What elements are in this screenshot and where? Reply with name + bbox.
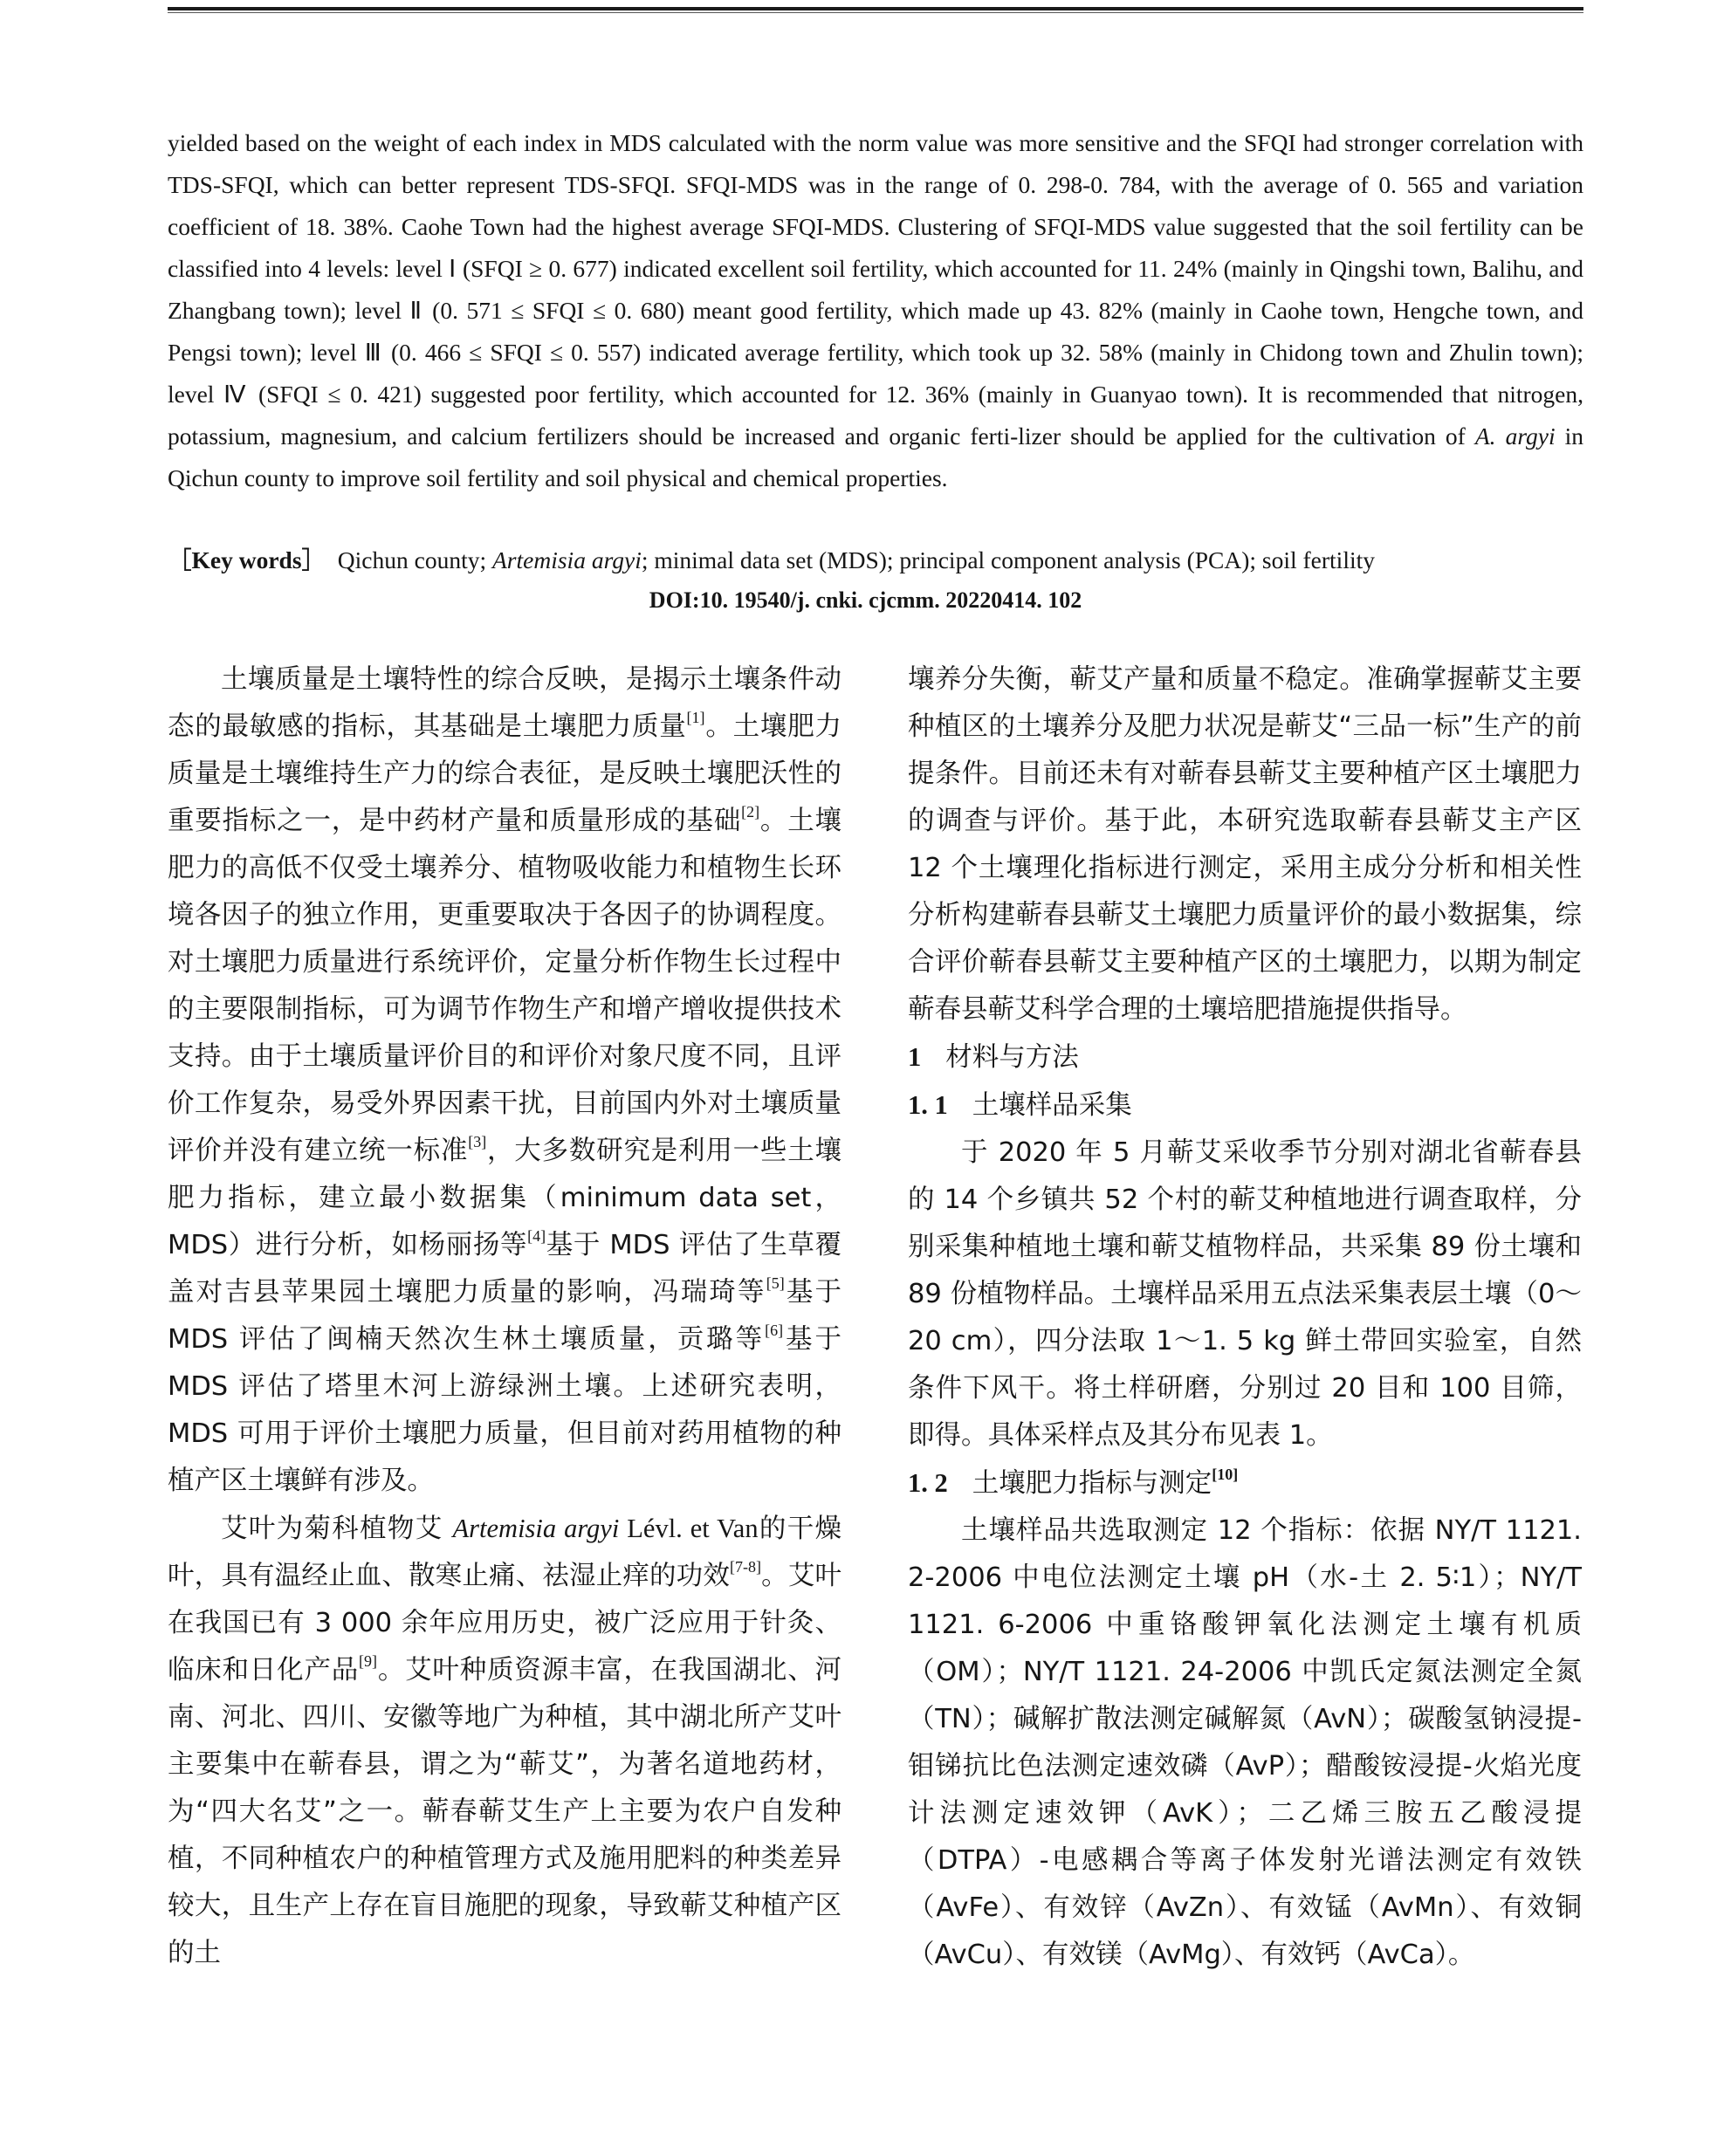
text-run: ，大多数研究是利用一些土壤肥力指标，建立最小数据集（minimum data set，MDS）进行分析，如杨丽扬等 (168, 1136, 842, 1260)
text-run: 土壤质量是土壤特性的综合反映，是揭示土壤条件动态的最敏感的指标，其基础是土壤肥力质量 (168, 664, 841, 742)
text-run: 的干燥叶，具有温经止血、散寒止痛、祛湿止痒的功效 (168, 1514, 842, 1591)
left-column (168, 656, 841, 1977)
citation-7-8: [7-8] (730, 1558, 761, 1576)
section-heading-1 (908, 1033, 1582, 1081)
citation-1: [1] (686, 709, 705, 726)
abstract-text-1: yielded based on the weight of each index in MDS calculated with the norm value was more sensitive and the SFQI had stronger correlation with TDS-SFQI, which can better represent TDS-SFQI. SFQI-MDS was in the range of 0. 298-0. 784, with the average of 0. 565 and variation coefficient of 18. 38%. Caohe Town had the highest average SFQI-MDS. Clustering of SFQI-MDS value suggested that the soil fertility can be classified into 4 levels: level Ⅰ (SFQI ≥ 0. 677) indicated excellent soil fertility, which accounted for 11. 24% (mainly in Qingshi town, Balihu, and Zhangbang town); level Ⅱ (0. 571 ≤ SFQI ≤ 0. 680) meant good fertility, which made up 43. 82% (mainly in Caohe town, Hengche town, and Pengsi town); level Ⅲ (0. 466 ≤ SFQI ≤ 0. 557) indicated average fertility, which took up 32. 58% (mainly in Chidong town and Zhulin town); level Ⅳ (SFQI ≤ 0. 421) suggested poor fertility, which accounted for 12. 36% (mainly in Guanyao town). It is recommended that nitrogen, potassium, magnesium, and calcium fertilizers should be increased and organic ferti-lizer should be applied for the cultivation of (168, 129, 1583, 450)
text-run: 艾叶为菊科植物艾 (221, 1514, 443, 1544)
header-rule (168, 7, 1583, 10)
intro-paragraph-3: 壤养分失衡，蕲艾产量和质量不稳定。准确掌握蕲艾主要种植区的土壤养分及肥力状况是蕲艾“三品一标”生产的前提条件。目前还未有对蕲春县蕲艾主要种植产区土壤肥力的调查与评价。基于此，本研究选取蕲春县蕲艾主产区 12 个土壤理化指标进行测定，采用主成分分析和相关性分析构建蕲春县蕲艾土壤肥力质量评价的最小数据集，综合评价蕲春县蕲艾主要种植产区的土壤肥力，以期为制定蕲春县蕲艾科学合理的土壤培肥措施提供指导。 (908, 664, 1582, 1025)
subsection-number: 1. 1 (908, 1090, 948, 1120)
keywords-line (168, 539, 1583, 581)
text-run: 基于 MDS 评估了生草覆盖对吉县苹果园土壤肥力质量的影响，冯瑞琦等 (168, 1230, 841, 1308)
section-title: 材料与方法 (945, 1042, 1079, 1073)
species-italic: Artemisia argyi (452, 1514, 620, 1543)
keyword-1: Qichun county; (337, 546, 487, 573)
sampling-paragraph: 于 2020 年 5 月蕲艾采收季节分别对湖北省蕲春县的 14 个乡镇共 52 个村的蕲艾种植地进行调查取样，分别采集种植地土壤和蕲艾植物样品，共采集 89 份土壤和 89 份植物样品。土壤样品采用五点法采集表层土壤（0～20 cm），四分法取 1～1. 5 kg 鲜土带回实验室，自然条件下风干。将土样研磨，分别过 20 目和 100 目筛，即得。具体采样点及其分布见表 1。 (908, 1137, 1582, 1451)
section-number: 1 (908, 1042, 922, 1072)
keywords-label: ［Key words］ (168, 546, 326, 573)
citation-6: [6] (765, 1322, 784, 1339)
subsection-number: 1. 2 (908, 1468, 948, 1498)
citation-9: [9] (359, 1652, 378, 1670)
subsection-title: 土壤肥力指标与测定 (972, 1468, 1212, 1499)
abstract-text-2: in Qichun county to improve soil fertility and soil physical and chemical properties. (168, 422, 1584, 491)
citation-5: [5] (766, 1274, 785, 1292)
subsection-heading-1-2 (908, 1459, 1582, 1507)
text-run: 基于 MDS 评估了塔里木河上游绿洲土壤。上述研究表明，MDS 可用于评价土壤肥力质量，但目前对药用植物的种植产区土壤鲜有涉及。 (168, 1324, 841, 1496)
text-run: 。土壤肥力的高低不仅受土壤养分、植物吸收能力和植物生长环境各因子的独立作用，更重要取决于各因子的协调程度。对土壤肥力质量进行系统评价，定量分析作物生长过程中的主要限制指标，可为调节作物生产和增产增收提供技术支持。由于土壤质量评价目的和评价对象尺度不同，且评价工作复杂，易受外界因素干扰，目前国内外对土壤质量评价并没有建立统一标准 (168, 806, 842, 1166)
citation-10: [10] (1212, 1466, 1239, 1483)
english-abstract (168, 122, 1583, 499)
species-name (453, 1514, 759, 1543)
keyword-2: Artemisia argyi (492, 546, 642, 573)
intro-paragraph-1 (168, 656, 841, 1505)
citation-3: [3] (468, 1133, 487, 1150)
doi-line: DOI:10. 19540/j. cnki. cjcmm. 20220414. 102 (649, 587, 1082, 613)
keyword-rest: ; minimal data set (MDS); principal component analysis (PCA); soil fertility (641, 546, 1375, 573)
indicators-paragraph: 土壤样品共选取测定 12 个指标：依据 NY/T 1121. 2-2006 中电位法测定土壤 pH（水-土 2. 5∶1）；NY/T 1121. 6-2006 中重铬酸钾氧化法测定土壤有机质（OM）；NY/T 1121. 24-2006 中凯氏定氮法测定全氮（TN）；碱解扩散法测定碱解氮（AvN）；碳酸氢钠浸提-钼锑抗比色法测定速效磷（AvP）；醋酸铵浸提-火焰光度计法测定速效钾（AvK）；二乙烯三胺五乙酸浸提（DTPA）-电感耦合等离子体发射光谱法测定有效铁（AvFe）、有效锌（AvZn）、有效锰（AvMn）、有效铜（AvCu）、有效镁（AvMg）、有效钙（AvCa）。 (908, 1515, 1582, 1970)
citation-2: [2] (741, 803, 760, 821)
text-run: 基于 MDS 评估了闽楠天然次生林土壤质量，贡璐等 (168, 1277, 842, 1355)
text-run: 。艾叶在我国已有 3 000 余年应用历史，被广泛应用于针灸、临床和日化产品 (168, 1561, 842, 1686)
subsection-heading-1-1 (908, 1081, 1582, 1129)
subsection-title: 土壤样品采集 (972, 1090, 1132, 1121)
abstract-species: A. argyi (1474, 422, 1556, 450)
right-column (908, 656, 1582, 1979)
intro-paragraph-2 (168, 1505, 841, 1977)
citation-4: [4] (527, 1227, 546, 1245)
species-author: Lévl. et Van (627, 1514, 759, 1543)
text-run: 。艾叶种质资源丰富，在我国湖北、河南、河北、四川、安徽等地广为种植，其中湖北所产艾叶主要集中在蕲春县，谓之为“蕲艾”，为著名道地药材，为“四大名艾”之一。蕲春蕲艾生产上主要为农户自发种植，不同种植农户的种植管理方式及施用肥料的种类差异较大，且生产上存在盲目施肥的现象，导致蕲艾种植产区的土 (168, 1655, 842, 1968)
header-rule-thin (168, 12, 1583, 13)
text-run: 。土壤肥力质量是土壤维持生产力的综合表征，是反映土壤肥沃性的重要指标之一，是中药材产量和质量形成的基础 (168, 711, 842, 836)
